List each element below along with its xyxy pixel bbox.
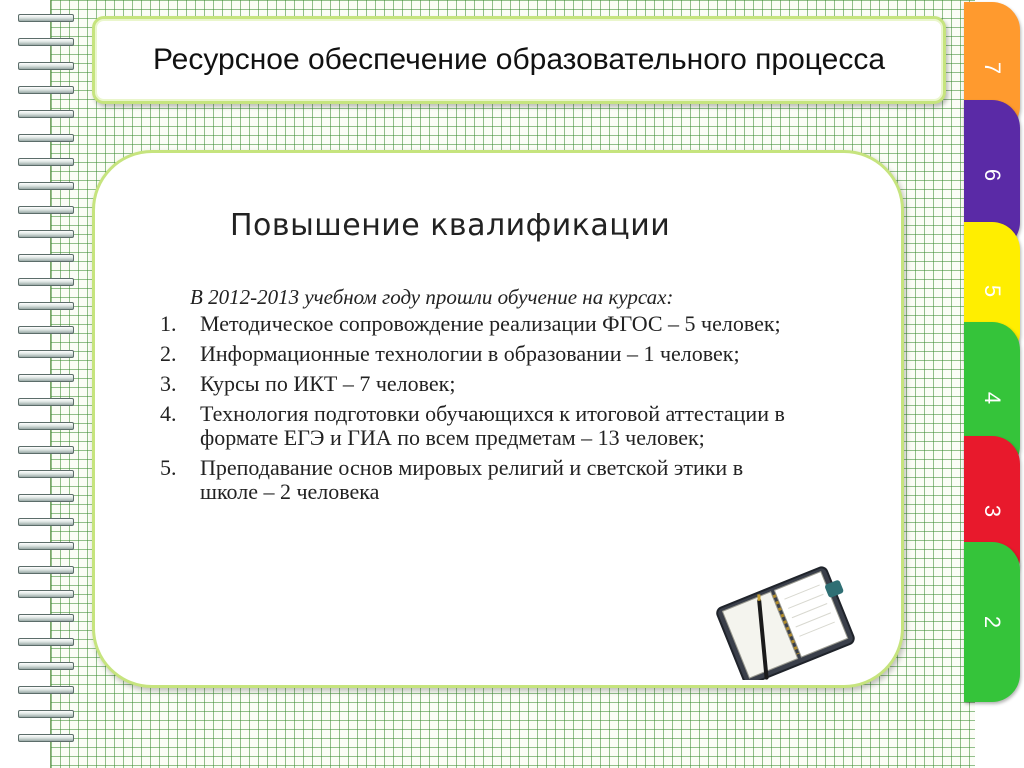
notebook-ring-icon bbox=[18, 254, 74, 262]
list-item-text: Методическое сопровождение реализации ФГОС – 5 человек; bbox=[200, 311, 781, 336]
title-box bbox=[92, 16, 946, 104]
notebook-ring-icon bbox=[18, 710, 74, 718]
notebook-ring-icon bbox=[18, 302, 74, 310]
notebook-ring-icon bbox=[18, 542, 74, 550]
tab-label: 3 bbox=[980, 504, 1005, 518]
list-item-number: 2. bbox=[160, 341, 177, 366]
notebook-ring-icon bbox=[18, 518, 74, 526]
notebook-ring-icon bbox=[18, 230, 74, 238]
notebook-ring-icon bbox=[18, 590, 74, 598]
tab-label: 2 bbox=[980, 615, 1005, 629]
notebook-ring-icon bbox=[18, 374, 74, 382]
notebook-ring-icon bbox=[18, 182, 74, 190]
notebook-ring-icon bbox=[18, 14, 74, 22]
notebook-ring-icon bbox=[18, 86, 74, 94]
list-item-text: Курсы по ИКТ – 7 человек; bbox=[200, 371, 456, 396]
notebook-ring-icon bbox=[18, 350, 74, 358]
tab-label: 4 bbox=[980, 391, 1005, 405]
notebook-ring-icon bbox=[18, 38, 74, 46]
notebook-ring-icon bbox=[18, 470, 74, 478]
organizer-notebook-icon bbox=[706, 560, 856, 680]
tab-label: 7 bbox=[980, 61, 1005, 75]
notebook-ring-icon bbox=[18, 734, 74, 742]
notebook-rings bbox=[18, 14, 78, 754]
list-item bbox=[160, 402, 800, 450]
list-item bbox=[160, 372, 800, 396]
notebook-ring-icon bbox=[18, 446, 74, 454]
notebook-ring-icon bbox=[18, 662, 74, 670]
list-item-text: Технология подготовки обучающихся к итоговой аттестации в формате ЕГЭ и ГИА по всем предметам – 13 человек; bbox=[200, 401, 785, 450]
tab-label: 6 bbox=[980, 168, 1005, 182]
notebook-ring-icon bbox=[18, 326, 74, 334]
list-item-text: Информационные технологии в образовании – 1 человек; bbox=[200, 341, 740, 366]
tab-2[interactable] bbox=[964, 542, 1020, 702]
list-item-number: 1. bbox=[160, 311, 177, 336]
list-item bbox=[160, 312, 800, 336]
intro-text: В 2012-2013 учебном году прошли обучение на курсах: bbox=[190, 285, 674, 309]
notebook-ring-icon bbox=[18, 134, 74, 142]
list-item-number: 3. bbox=[160, 371, 177, 396]
notebook-ring-icon bbox=[18, 278, 74, 286]
notebook-ring-icon bbox=[18, 638, 74, 646]
list-item-text: Преподавание основ мировых религий и светской этики в школе – 2 человека bbox=[200, 455, 744, 504]
notebook-ring-icon bbox=[18, 62, 74, 70]
list-item bbox=[160, 456, 800, 504]
course-list bbox=[160, 312, 800, 510]
list-item-number: 4. bbox=[160, 401, 177, 426]
notebook-ring-icon bbox=[18, 494, 74, 502]
notebook-ring-icon bbox=[18, 422, 74, 430]
slide-title: Ресурсное обеспечение образовательного процесса bbox=[152, 43, 886, 76]
tab-label: 5 bbox=[980, 284, 1005, 298]
notebook-ring-icon bbox=[18, 158, 74, 166]
notebook-ring-icon bbox=[18, 110, 74, 118]
notebook-ring-icon bbox=[18, 206, 74, 214]
notebook-ring-icon bbox=[18, 614, 74, 622]
notebook-ring-icon bbox=[18, 398, 74, 406]
list-item bbox=[160, 342, 800, 366]
notebook-ring-icon bbox=[18, 686, 74, 694]
notebook-ring-icon bbox=[18, 566, 74, 574]
section-heading: Повышение квалификации bbox=[230, 208, 671, 243]
list-item-number: 5. bbox=[160, 455, 177, 480]
section-tabs bbox=[964, 0, 1024, 768]
